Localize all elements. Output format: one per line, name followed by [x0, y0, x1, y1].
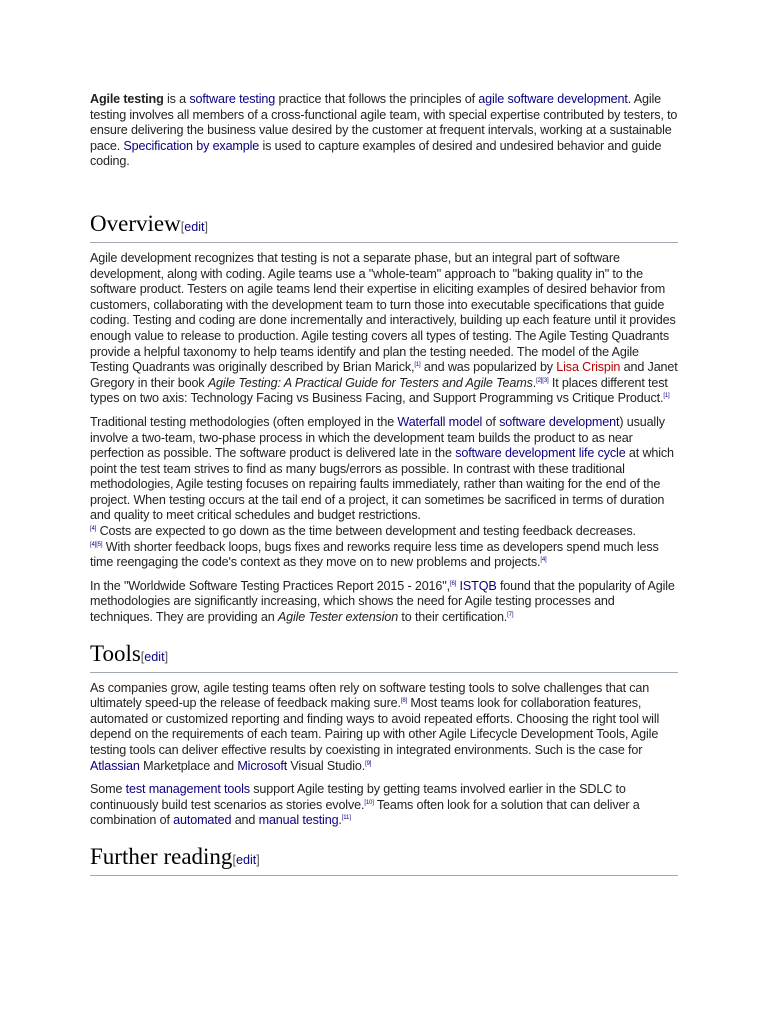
ref-marker[interactable]: [4]	[540, 557, 547, 564]
book-title: Agile Testing: A Practical Guide for Testers and Agile Teams	[207, 375, 533, 390]
heading-tools: Tools[edit]	[90, 640, 678, 673]
ref-marker[interactable]: [11]	[341, 815, 351, 822]
ref-marker[interactable]: [4][5]	[90, 541, 103, 548]
link-istqb[interactable]: ISTQB	[459, 578, 497, 593]
edit-link-tools[interactable]: edit	[144, 649, 165, 664]
agile-tester-extension: Agile Tester extension	[277, 610, 399, 625]
heading-overview: Overview[edit]	[90, 210, 678, 243]
intro-term: Agile testing	[90, 92, 164, 106]
link-microsoft[interactable]: Microsoft	[237, 758, 288, 773]
ref-marker[interactable]: [7]	[507, 612, 514, 619]
link-software-testing[interactable]: software testing	[189, 92, 276, 106]
ref-marker[interactable]: [8]	[400, 698, 408, 705]
ref-marker[interactable]: [10]	[364, 799, 374, 806]
overview-paragraph-1: Agile development recognizes that testing is not a separate phase, but an integral part of software development, along with coding. Agile teams use a "whole-team" approach to "baking quality in" to the software product. Testers on agile teams lend their expertise in eliciting examples of desired behavior from customers, collaborating with the development team to turn those into executable specifications that guide coding. Testing and coding are done incrementally and interactively, building up each feature until it provides enough value to release to production. Agile testing covers all types of testing. The Agile Testing Quadrants provide a helpful taxonomy to help teams identify and plan the testing needed. The model of the Agile Testing Quadrants was originally described by Brian Marick,[1] and was popularized by Lisa Crispin and Janet Gregory in their book Agile Testing: A Practical Guide for Testers and Agile Teams.[2][3] It places different test types on two axis: Technology Facing vs Business Facing, and Support Programming vs Critique Product.[1]	[90, 250, 678, 406]
tools-paragraph-2: Some test management tools support Agile testing by getting teams involved earlier in the SDLC to continuously build test scenarios as stories evolve.[10] Teams often look for a solution that can deliver a combination of automated and manual testing.[11]	[90, 782, 640, 828]
link-lisa-crispin[interactable]: Lisa Crispin	[556, 360, 621, 375]
article-body	[90, 92, 678, 876]
ref-marker[interactable]: [4]	[90, 526, 97, 533]
link-automated[interactable]: automated	[173, 813, 232, 828]
ref-marker[interactable]: [9]	[365, 760, 372, 767]
edit-link-further-reading[interactable]: edit	[235, 852, 257, 867]
ref-marker[interactable]: [1]	[663, 393, 670, 400]
link-test-management-tools[interactable]: test management tools	[125, 782, 250, 797]
link-manual-testing[interactable]: manual testing	[258, 813, 339, 828]
link-agile-software-development[interactable]: agile software development	[478, 92, 628, 106]
link-atlassian[interactable]: Atlassian	[90, 758, 140, 773]
edit-link-overview[interactable]: edit	[184, 219, 205, 234]
heading-further-reading: Further reading[edit]	[90, 843, 678, 876]
tools-paragraph-1: As companies grow, agile testing teams often rely on software testing tools to solve challenges that can ultimately speed-up the release of feedback making sure.[8] Most teams look for collaboration features, automated or customized reporting and finding ways to avoid repeated efforts. Choosing the right tool will depend on the requirements of each team. Pairing up with other Agile Lifecycle Development Tools, Agile testing tools can deliver effective results by coexisting in integrated environments. Such is the case for Atlassian Marketplace and Microsoft Visual Studio.[9]	[90, 680, 660, 773]
overview-paragraph-2: Traditional testing methodologies (often employed in the Waterfall model of software development) usually involve a two-team, two-phase process in which the development team builds the product to as near perfection as possible. The software product is delivered late in the software development life cycle at which point the test team strives to find as many bugs/errors as possible. In contrast with these traditional methodologies, Agile testing focuses on repairing faults immediately, rather than waiting for the end of the project. When testing occurs at the tail end of a project, it can sometimes be sacrificed in terms of duration and quality to meet critical schedules and budget restrictions. [4] Costs are expected to go down as the time between development and testing feedback decreases. [4][5] With shorter feedback loops, bugs fixes and reworks require less time as developers spend much less time reengaging the code's context as they move on to new problems and projects.[4]	[90, 414, 674, 570]
ref-marker[interactable]: [1]	[414, 362, 421, 369]
ref-marker[interactable]: [6]	[449, 580, 457, 587]
link-software-development-life-cycle[interactable]: software development life cycle	[455, 446, 626, 461]
overview-paragraph-3: In the "Worldwide Software Testing Practices Report 2015 - 2016",[6] ISTQB found that the popularity of Agile methodologies are significantly increasing, which shows the need for Agile testing processes and techniques. They are providing an Agile Tester extension to their certification.[7]	[90, 578, 675, 625]
intro-paragraph: Agile testing is a software testing practice that follows the principles of agile software development. Agile testing involves all members of a cross-functional agile team, with special expertise contributed by testers, to ensure delivering the business value desired by the customer at frequent intervals, working at a sustainable pace. Specification by example is used to capture examples of desired and undesired behavior and guide coding.	[90, 92, 678, 169]
link-software-development[interactable]: software development	[499, 414, 620, 429]
ref-marker[interactable]: [2][3]	[536, 377, 549, 384]
link-specification-by-example[interactable]: Specification by example	[123, 138, 260, 153]
link-waterfall-model[interactable]: Waterfall model	[397, 414, 483, 429]
